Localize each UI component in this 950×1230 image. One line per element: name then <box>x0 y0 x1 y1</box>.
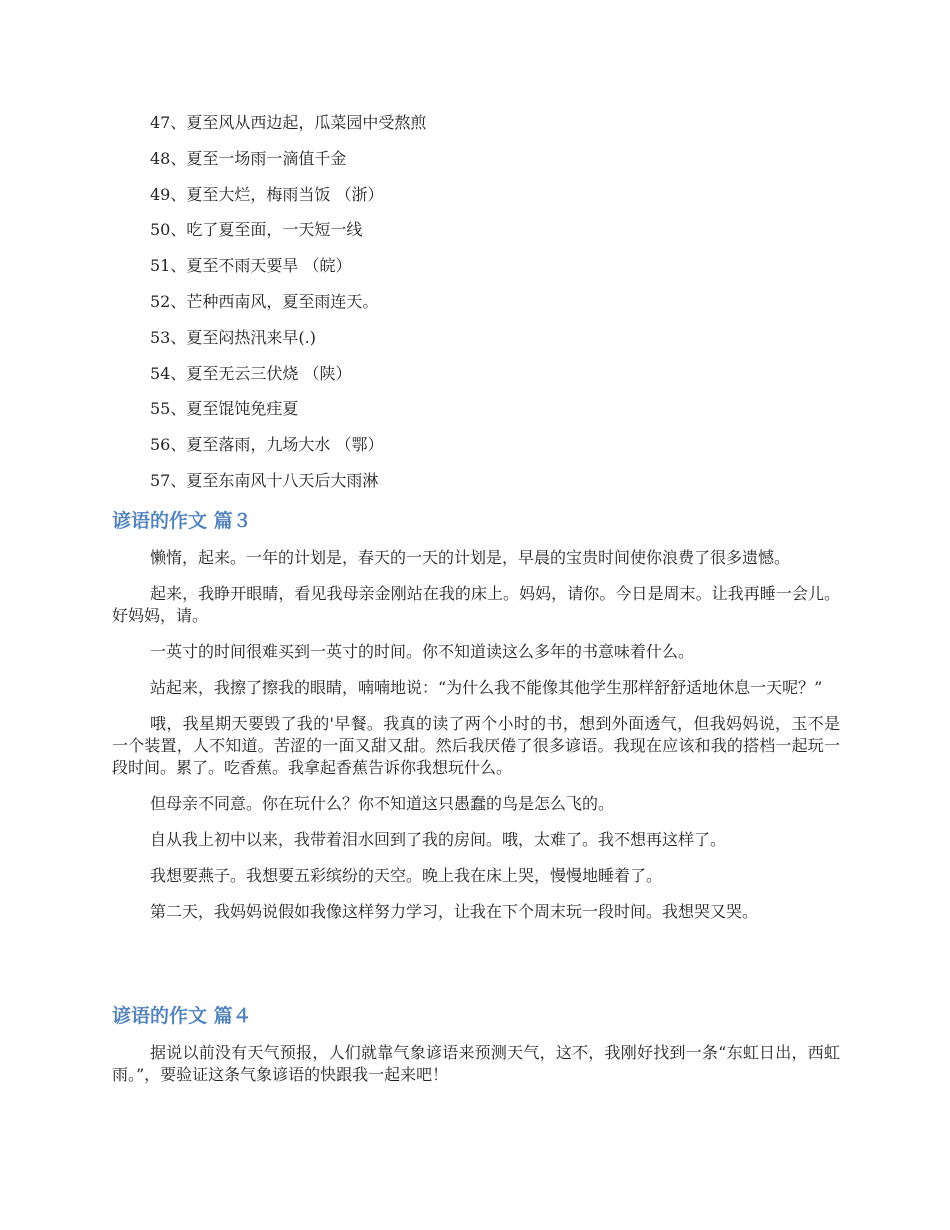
paragraph: 我想要燕子。我想要五彩缤纷的天空。晚上我在床上哭，慢慢地睡着了。 <box>150 866 663 885</box>
list-item: 52、芒种西南风，夏至雨连天。 <box>150 291 379 311</box>
section-4-body <box>112 1042 840 1100</box>
list-item: 51、夏至不雨天要旱 （皖） <box>150 256 352 276</box>
list-item: 54、夏至无云三伏烧 （陕） <box>150 363 352 383</box>
paragraph: 自从我上初中以来，我带着泪水回到了我的房间。哦，太难了。我不想再这样了。 <box>150 830 727 849</box>
list-item: 55、夏至馄饨免疰夏 <box>150 399 299 419</box>
list-item: 49、夏至大烂，梅雨当饭 （浙） <box>150 184 384 204</box>
list-item: 57、夏至东南风十八天后大雨淋 <box>150 470 379 490</box>
list-item: 53、夏至闷热汛来早(.) <box>150 327 316 347</box>
paragraph: 起来，我睁开眼睛，看见我母亲金刚站在我的床上。妈妈，请你。今日是周末。让我再睡一会儿。好妈妈，请。 <box>112 584 840 625</box>
list-item: 47、夏至风从西边起，瓜菜园中受熬煎 <box>150 113 427 132</box>
paragraph: 懒惰，起来。一年的计划是，春天的一天的计划是，早晨的宝贵时间使你浪费了很多遗憾。 <box>150 548 791 567</box>
proverb-list <box>150 112 426 506</box>
list-item: 56、夏至落雨，九场大水 （鄂） <box>150 435 384 455</box>
paragraph: 站起来，我擦了擦我的眼睛，喃喃地说：“为什么我不能像其他学生那样舒舒适地休息一天呢？” <box>150 678 823 697</box>
list-item: 50、吃了夏至面，一天短一线 <box>150 220 363 240</box>
paragraph: 但母亲不同意。你在玩什么？你不知道这只愚蠢的鸟是怎么飞的。 <box>150 794 615 813</box>
paragraph: 哦，我星期天要毁了我的'早餐。我真的读了两个小时的书，想到外面透气，但我妈妈说，玉不是一个装置，人不知道。苦涩的一面又甜又甜。然后我厌倦了很多谚语。我现在应该和我的搭档一起玩一段时间。累了。吃香蕉。我拿起香蕉告诉你我想玩什么。 <box>112 714 840 777</box>
section-heading-4: 谚语的作文 篇４ <box>112 1005 252 1027</box>
paragraph: 第二天，我妈妈说假如我像这样努力学习，让我在下个周末玩一段时间。我想哭又哭。 <box>150 902 759 921</box>
section-heading-3: 谚语的作文 篇３ <box>112 510 252 532</box>
list-item: 48、夏至一场雨一滴值千金 <box>150 148 347 168</box>
paragraph: 一英寸的时间很难买到一英寸的时间。你不知道读这么多年的书意味着什么。 <box>150 642 695 661</box>
section-3-body <box>112 547 840 937</box>
paragraph: 据说以前没有天气预报，人们就靠气象谚语来预测天气，这不，我刚好找到一条“东虹日出，西虹雨。”，要验证这条气象谚语的快跟我一起来吧！ <box>112 1043 840 1084</box>
